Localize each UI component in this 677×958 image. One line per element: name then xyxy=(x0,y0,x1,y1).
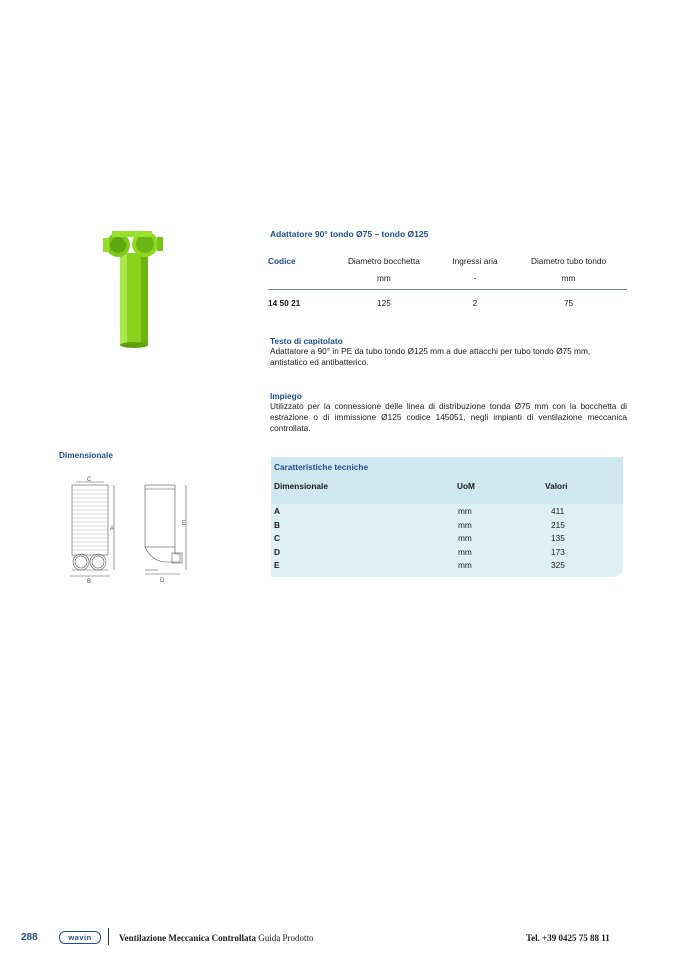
table-row xyxy=(271,547,623,561)
dimension-key: A xyxy=(274,506,280,516)
table-cell: 75 xyxy=(563,298,574,308)
footer-title-rest: Guida Prodotto xyxy=(258,933,314,943)
table-row xyxy=(268,290,627,309)
dimension-label-b: B xyxy=(87,579,92,585)
dimension-key: B xyxy=(274,519,280,530)
dimension-label-e: E xyxy=(182,521,187,527)
value-cell: 135 xyxy=(551,533,565,543)
table-row xyxy=(271,533,623,547)
column-header: Codice xyxy=(268,255,296,266)
page-number: 288 xyxy=(21,932,38,943)
value-cell: 173 xyxy=(551,546,565,557)
table-cell: 125 xyxy=(377,298,391,308)
table-row xyxy=(271,506,623,520)
unit-cell: mm xyxy=(328,267,440,290)
impiego-text: Utilizzato per la connessione delle linea di distribuzione tonda Ø75 mm con la bocchetta di estrazione o di immissione Ø125 codice 145051, negli impianti di ventilazione meccanica controllata. xyxy=(270,401,627,433)
impiego-section xyxy=(270,391,627,434)
unit-cell: mm xyxy=(510,267,627,290)
uom-cell: mm xyxy=(458,506,472,516)
uom-cell: mm xyxy=(458,533,472,543)
unit-cell: - xyxy=(440,267,510,290)
capitolato-section xyxy=(270,336,627,368)
uom-cell: mm xyxy=(458,560,472,570)
wavin-logo: wavin xyxy=(59,931,101,944)
footer-title-bold: Ventilazione Meccanica Controllata xyxy=(119,933,256,943)
dimensional-label: Dimensionale xyxy=(59,450,113,460)
dimension-key: E xyxy=(274,560,280,570)
footer-divider xyxy=(108,928,109,945)
table-cell: 2 xyxy=(472,298,478,308)
value-cell: 325 xyxy=(551,560,565,570)
product-code-table xyxy=(268,254,627,308)
dimension-key: D xyxy=(274,546,280,557)
product-image xyxy=(100,225,166,349)
table-units-row xyxy=(268,267,627,290)
table-row xyxy=(271,560,623,574)
unit-cell xyxy=(268,267,328,290)
column-header: Valori xyxy=(545,481,568,491)
table-row xyxy=(271,520,623,534)
dimension-key: C xyxy=(274,533,280,543)
column-header: Diametro tubo tondo xyxy=(530,255,607,266)
technical-drawing xyxy=(62,470,202,605)
uom-cell: mm xyxy=(458,546,472,557)
dimension-label-c: C xyxy=(87,477,92,483)
impiego-heading: Impiego xyxy=(270,391,302,401)
footer-title xyxy=(119,933,313,943)
code-cell: 14 50 21 xyxy=(268,298,301,308)
value-cell: 411 xyxy=(551,506,565,516)
capitolato-heading: Testo di capitolato xyxy=(270,336,343,346)
column-header: Diametro bocchetta xyxy=(347,255,420,266)
product-title: Adattatore 90° tondo Ø75 – tondo Ø125 xyxy=(270,229,429,239)
column-header: Ingressi aria xyxy=(452,255,498,266)
column-header: UoM xyxy=(457,481,475,491)
column-header: Dimensionale xyxy=(274,481,328,491)
dimension-label-d: D xyxy=(160,578,165,584)
footer-phone: Tel. +39 0425 75 88 11 xyxy=(526,933,610,943)
value-cell: 215 xyxy=(551,519,565,530)
tech-table xyxy=(271,457,623,577)
uom-cell: mm xyxy=(458,519,472,530)
capitolato-text: Adattatore a 90° in PE da tubo tondo Ø125 mm a due attacchi per tubo tondo Ø75 mm, antistatico ed antibatterico. xyxy=(270,346,591,367)
table-header-row xyxy=(268,254,627,267)
dimension-label-a: A xyxy=(110,526,115,532)
tech-table-title: Caratteristiche tecniche xyxy=(274,462,369,472)
